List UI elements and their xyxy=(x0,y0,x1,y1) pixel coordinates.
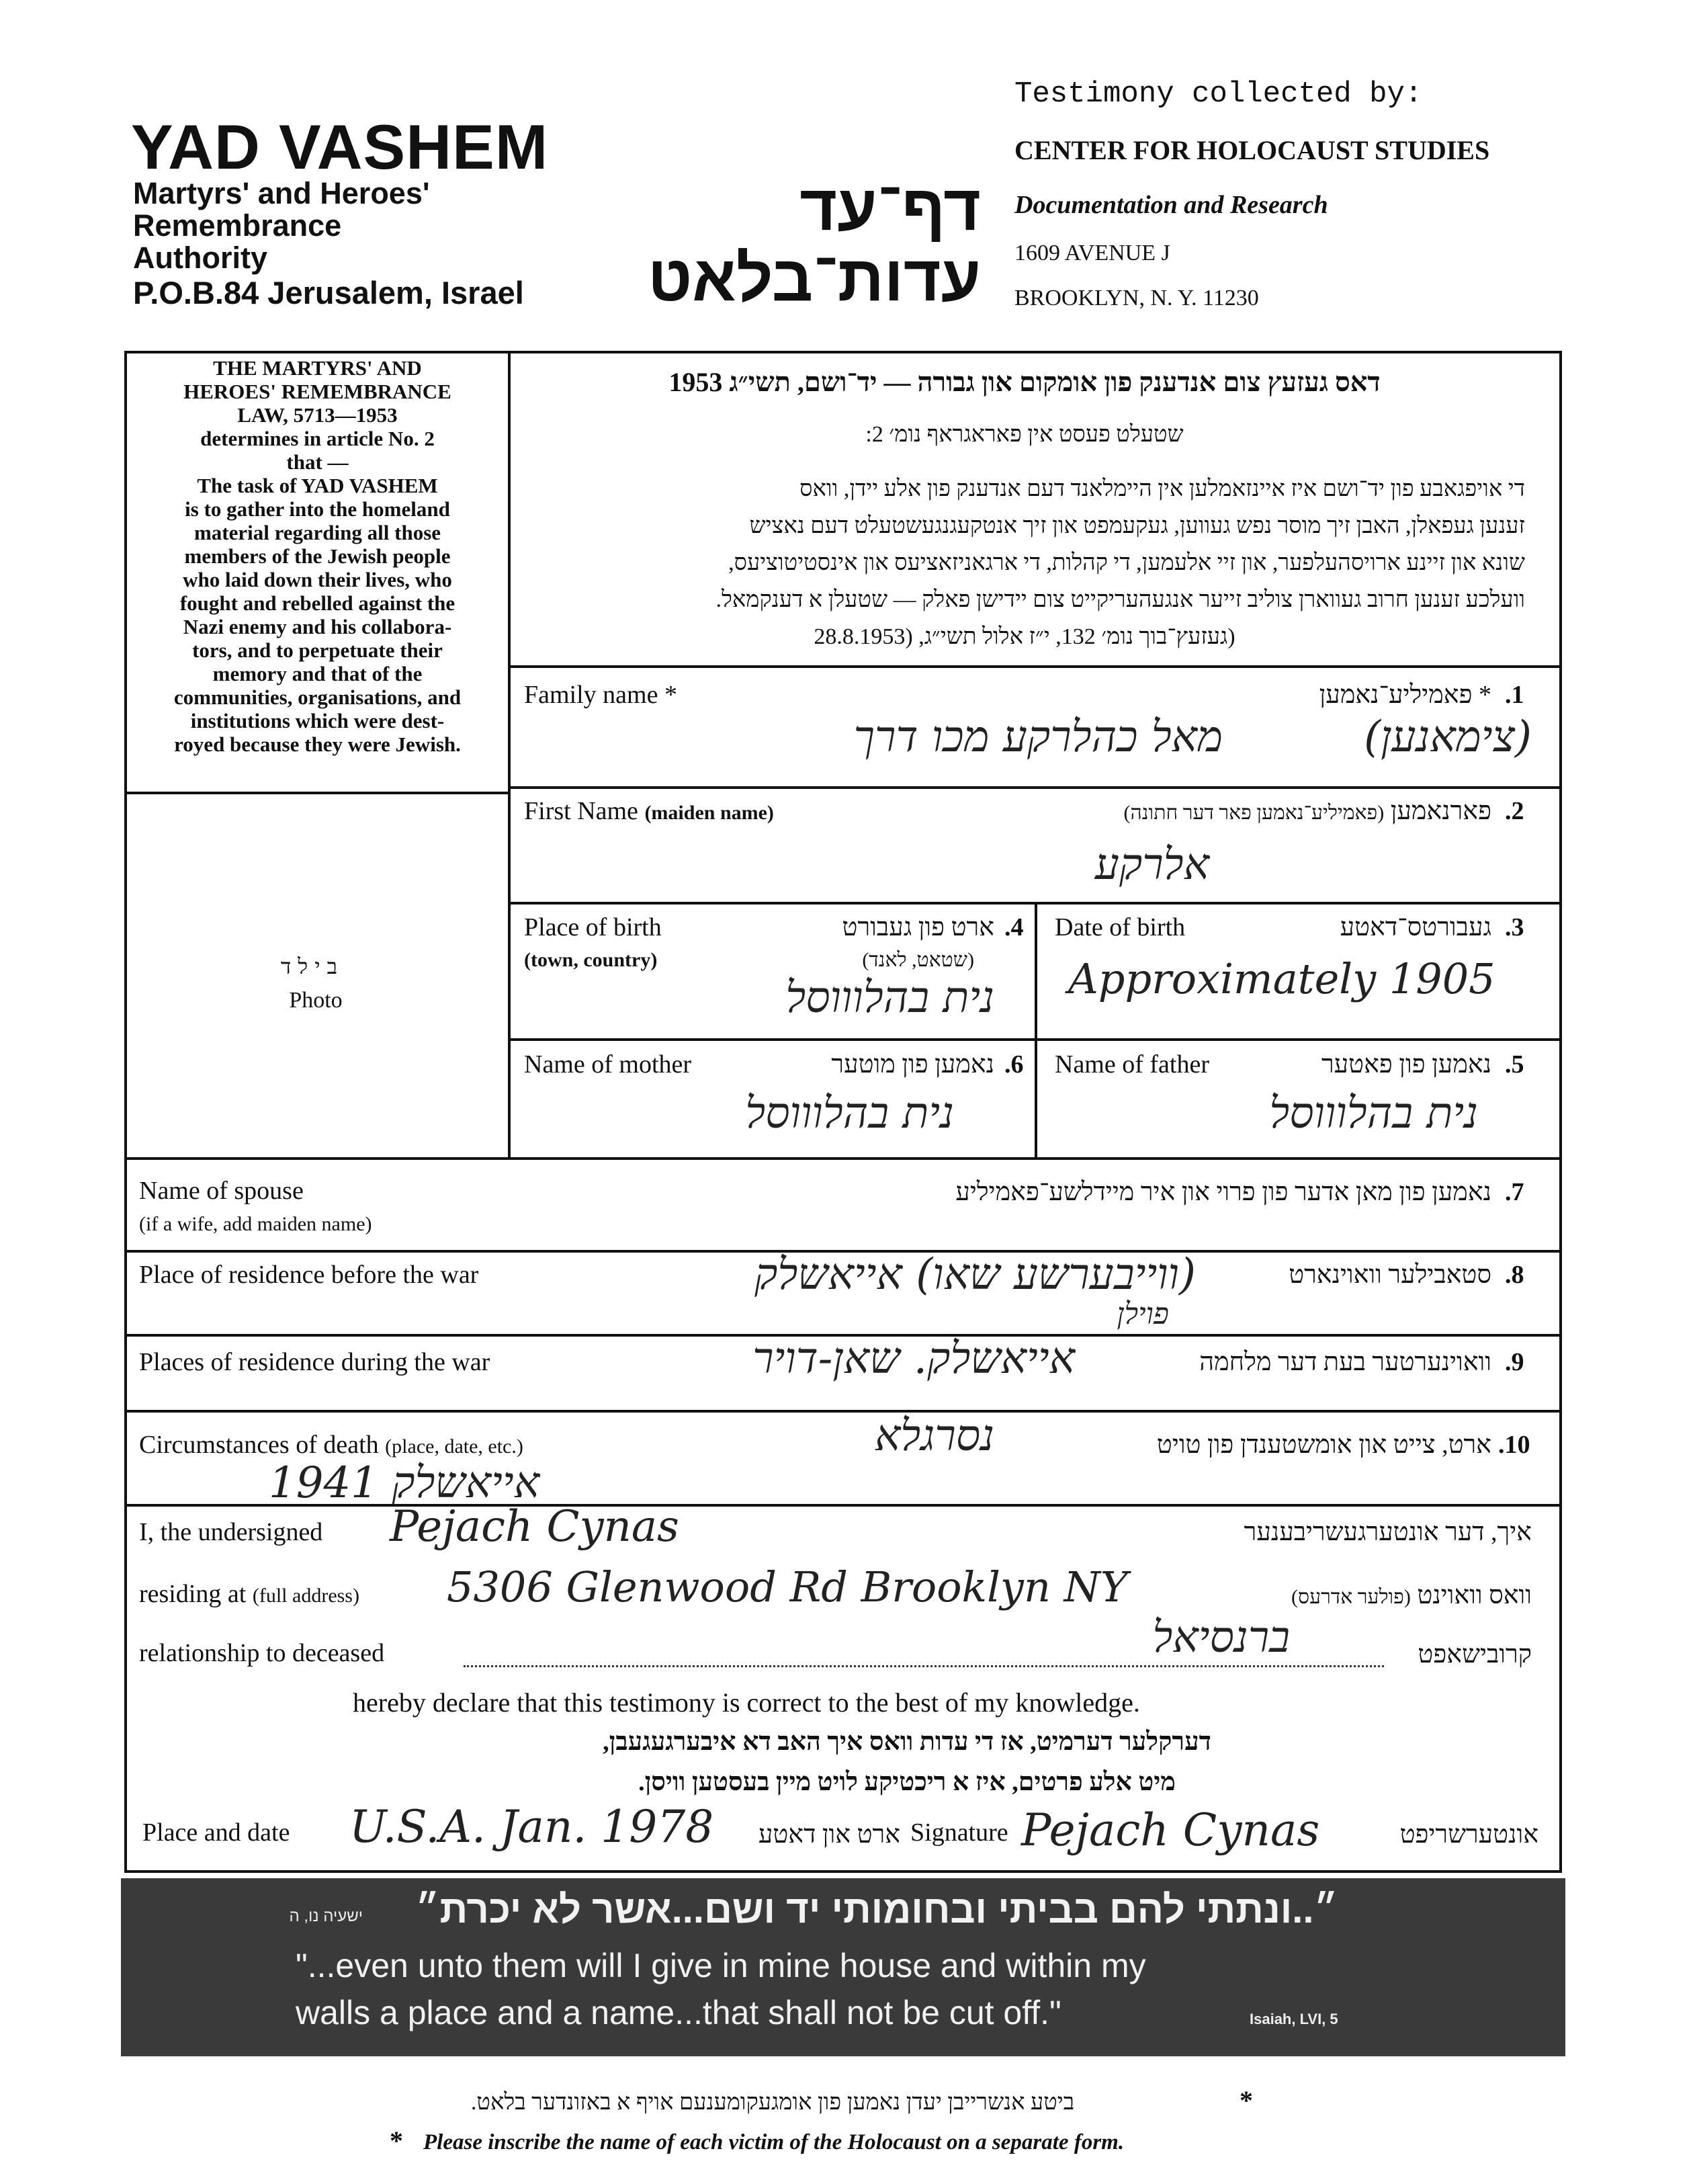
org-sub-1: Martyrs' and Heroes' xyxy=(133,176,430,210)
yiddish-law-body xyxy=(524,470,1525,655)
field3-label-yi: געבורטס־דאטע xyxy=(1340,913,1491,941)
center-sub: Documentation and Research xyxy=(1014,191,1328,219)
yiddish-law-line-1: די אויפגאבע פון יד־ושם איז איינזאמלען אין היימלאנד דעם אנדענק פון אלע יידן, וואס xyxy=(799,476,1525,501)
field2-label-main: First Name xyxy=(524,797,638,825)
field3-handwriting: Approximately 1905 xyxy=(1068,954,1495,1003)
field5-number: .5 xyxy=(1505,1050,1524,1079)
field4-label-en-sub: (town, country) xyxy=(524,949,658,971)
center-address-2: BROOKLYN, N. Y. 11230 xyxy=(1014,286,1259,310)
field2-label-en xyxy=(524,796,774,826)
field8-number: .8 xyxy=(1505,1261,1524,1289)
field2-number: .2 xyxy=(1505,797,1524,825)
hebrew-title-2: עדות־בלאט xyxy=(648,243,981,314)
field7-label-en-sub: (if a wife, add maiden name) xyxy=(139,1213,372,1235)
yiddish-law-line-5: (געזעץ־בוך נומ׳ 132, י״ז אלול תשי״ג, (28.8.1953 xyxy=(814,624,1235,649)
field5-handwriting: נית בהלוווסל xyxy=(1269,1089,1478,1138)
field4-number: .4 xyxy=(1004,913,1024,941)
relationship-label-en: relationship to deceased xyxy=(139,1639,385,1667)
yiddish-law-line-3: שונא און זיינע ארויסהעלפער, און זיי אלעמען, די קהלות, די ארגאניזאציעס און אינסטיטוציעס, xyxy=(728,550,1525,575)
law-body-2: is to gather into the homeland xyxy=(185,497,450,521)
footer-star-1: * xyxy=(1240,2085,1253,2115)
signature-handwriting: Pejach Cynas xyxy=(1021,1804,1320,1856)
signature-label-yi: אונטערשריפט xyxy=(1399,1820,1538,1849)
field10-label-en xyxy=(139,1430,523,1460)
field2-handwriting: אלרקע xyxy=(1094,840,1209,890)
hebrew-title-1: דף־עד xyxy=(799,172,981,244)
field1-number: .1 xyxy=(1505,681,1524,709)
place-date-handwriting: U.S.A. Jan. 1978 xyxy=(349,1801,714,1853)
field2-label-sub: (maiden name) xyxy=(644,802,774,824)
undersigned-label-en: I, the undersigned xyxy=(139,1518,323,1546)
declare-yi-1: דערקלער דערמיט, אז די עדות וואס איך האב דא איבערגעגעבן, xyxy=(603,1728,1211,1756)
footer-yiddish: ביטע אנשרייבן יעדן נאמען פון אומגעקומענעם אויף א באזונדער בלאט. xyxy=(470,2090,1075,2115)
field10-number: .10 xyxy=(1498,1431,1530,1459)
declare-en: hereby declare that this testimony is correct to the best of my knowledge. xyxy=(353,1687,1140,1718)
field10-label-main: Circumstances of death xyxy=(139,1431,379,1459)
field7-label-en: Name of spouse xyxy=(139,1177,304,1205)
field2-top-rule xyxy=(508,786,1562,789)
yiddish-law-line-4: וועלכע זענען חרוב געווארן צוליב זייער אנגעהעריקייט צום יידישן פאלק — שטעלן א דענקמאל. xyxy=(715,587,1525,612)
law-body-11: institutions which were dest- xyxy=(190,709,445,732)
field7-label-yi: נאמען פון מאן אדער פון פרוי און איר מיידלשע־פאמיליע xyxy=(955,1178,1491,1206)
field6-label-yi: נאמען פון מוטער xyxy=(831,1050,994,1079)
law-title-4: determines in article No. 2 xyxy=(200,427,435,450)
field5-label-yi: נאמען פון פאטער xyxy=(1321,1050,1491,1079)
yiddish-law-subtitle: שטעלט פעסט אין פאראגראף נומ׳ 2: xyxy=(865,422,1184,447)
residing-label-main: residing at xyxy=(139,1580,247,1608)
residing-label-yi-sub: (פולער אדרעס) xyxy=(1291,1586,1411,1608)
yiddish-law-line-2: זענען געפאלן, האבן זיך מוסר נפש געווען, געקעמפט און זיך אנטקעגנגעשטעלט דעם נאציש xyxy=(749,513,1525,538)
yiddish-law-title: דאס געזעץ צום אנדענק פון אומקום און גבורה — יד־ושם, תשי״ג 1953 xyxy=(668,367,1381,397)
org-sub-3: Authority xyxy=(133,241,267,275)
field1-label-en: Family name * xyxy=(524,681,677,709)
field1-handwriting: מאל כהלרקע מכו דרך xyxy=(853,712,1223,762)
signature-label-en: Signature xyxy=(910,1818,1008,1847)
field6-label-en: Name of mother xyxy=(524,1050,692,1079)
declare-yi-2: מיט אלע פרטים, איז א ריכטיקע לויט מיין בעסטען וויסן. xyxy=(638,1768,1176,1796)
field6-number: .6 xyxy=(1004,1050,1024,1079)
law-title-5: that — xyxy=(286,450,349,474)
org-name: YAD VASHEM xyxy=(131,112,549,182)
banner-hebrew-ref: ישעיה נו, ה xyxy=(289,1907,363,1925)
field10-label-yi: ארט, צייט און אומשטענדן פון טויט xyxy=(1156,1431,1491,1459)
law-body-7: Nazi enemy and his collabora- xyxy=(183,615,452,638)
field8-label-yi: סטאבילער וואוינארט xyxy=(1289,1261,1491,1289)
field1-label-yi: * פאמיליע־נאמען xyxy=(1319,681,1491,709)
field2-label-yi-sub: (פאמיליע־נאמען פאר דער חתונה) xyxy=(1123,802,1385,824)
law-body-5: who laid down their lives, who xyxy=(183,568,452,591)
footer-english: Please inscribe the name of each victim of the Holocaust on a separate form. xyxy=(423,2130,1125,2154)
field7-top-rule xyxy=(124,1157,1562,1160)
collected-by: Testimony collected by: xyxy=(1014,77,1423,111)
undersigned-label-yi: איך, דער אונטערגעשריבענער xyxy=(1244,1518,1532,1546)
residing-label-yi-main: וואס וואוינט xyxy=(1417,1581,1532,1609)
field3-number: .3 xyxy=(1505,913,1524,941)
footer-star-2: * xyxy=(390,2126,403,2156)
field8-handwriting: (ווייבערשע שאו) אייאשלק xyxy=(754,1250,1196,1300)
law-body-6: fought and rebelled against the xyxy=(179,591,455,615)
center-address-1: 1609 AVENUE J xyxy=(1014,241,1170,265)
field2-label-yi xyxy=(994,796,1491,826)
field3-label-en: Date of birth xyxy=(1055,913,1186,941)
field9-label-en: Places of residence during the war xyxy=(139,1348,490,1376)
law-title-2: HEROES' REMEMBRANCE xyxy=(183,380,451,403)
law-body-12: royed because they were Jewish. xyxy=(174,732,461,756)
org-address: P.O.B.84 Jerusalem, Israel xyxy=(133,275,524,310)
field1-top-rule xyxy=(508,665,1562,668)
field8-label-en: Place of residence before the war xyxy=(139,1261,479,1289)
law-body-1: The task of YAD VASHEM xyxy=(197,474,438,497)
residing-handwriting: 5306 Glenwood Rd Brooklyn NY xyxy=(447,1562,1128,1611)
residing-label-sub: (full address) xyxy=(252,1585,359,1607)
residing-label-en xyxy=(139,1579,359,1609)
field56-top-rule xyxy=(508,1038,1562,1041)
field9-handwriting: אייאשלק. שאן-דויר xyxy=(752,1334,1075,1384)
law-body-4: members of the Jewish people xyxy=(184,544,451,568)
banner-english-1: "...even unto them will I give in mine house and within my xyxy=(296,1947,1146,1984)
relationship-label-yi: קרובישאפט xyxy=(1418,1640,1532,1669)
banner-hebrew: ״..ונתתי להם בביתי ובחומותי יד ושם...אשר לא יכרת״ xyxy=(415,1888,1338,1931)
field1-handwriting-paren: (צימאנען) xyxy=(1364,712,1532,762)
field6-handwriting: נית בהלוווסל xyxy=(745,1089,954,1138)
field34-divider xyxy=(1035,902,1037,1157)
law-box-text xyxy=(134,356,501,756)
field5-label-en: Name of father xyxy=(1055,1050,1209,1079)
field9-number: .9 xyxy=(1505,1348,1524,1376)
center-name: CENTER FOR HOLOCAUST STUDIES xyxy=(1014,135,1490,165)
field7-number: .7 xyxy=(1505,1178,1524,1206)
law-title-1: THE MARTYRS' AND xyxy=(213,356,422,380)
law-body-10: communities, organisations, and xyxy=(173,685,462,709)
undersigned-handwriting: Pejach Cynas xyxy=(390,1502,679,1552)
photo-hebrew: בילד xyxy=(280,954,345,978)
place-date-label-yi: ארט און דאטע xyxy=(758,1820,900,1849)
field4-label-yi: ארט פון געבורט xyxy=(842,913,994,941)
residing-label-yi xyxy=(1209,1581,1532,1610)
declaration-top-rule xyxy=(124,1504,1562,1507)
place-date-label-en: Place and date xyxy=(142,1818,290,1847)
relationship-dotted-line xyxy=(464,1665,1384,1667)
law-body-3: material regarding all those xyxy=(193,521,441,544)
field10-label-sub: (place, date, etc.) xyxy=(385,1435,523,1458)
divider-law-right xyxy=(508,351,511,1157)
field10-handwriting-2: 1941 אייאשלק xyxy=(269,1458,540,1508)
org-sub-2: Remembrance xyxy=(133,208,342,243)
law-title-3: LAW, 5713—1953 xyxy=(237,403,398,427)
law-body-9: memory and that of the xyxy=(212,662,423,685)
field4-label-yi-sub: (שטאט, לאנד) xyxy=(862,949,974,971)
banner-english-ref: Isaiah, LVI, 5 xyxy=(1250,2011,1338,2027)
relationship-handwriting: ברנסיאל xyxy=(1152,1613,1290,1663)
law-body-8: tors, and to perpetuate their xyxy=(192,638,443,662)
field9-label-yi: וואוינערטער בעת דער מלחמה xyxy=(1199,1348,1491,1376)
field4-label-en: Place of birth xyxy=(524,913,662,941)
photo-label: Photo xyxy=(289,988,343,1013)
field2-label-yi-main: פארנאמען xyxy=(1390,797,1491,825)
field10-handwriting: נסרגלא xyxy=(874,1411,994,1461)
banner-english-2: walls a place and a name...that shall not be cut off." xyxy=(296,1994,1061,2031)
field4-handwriting: נית בהלוווסל xyxy=(785,973,994,1023)
field8-handwriting-2: פוילן xyxy=(1117,1297,1169,1331)
